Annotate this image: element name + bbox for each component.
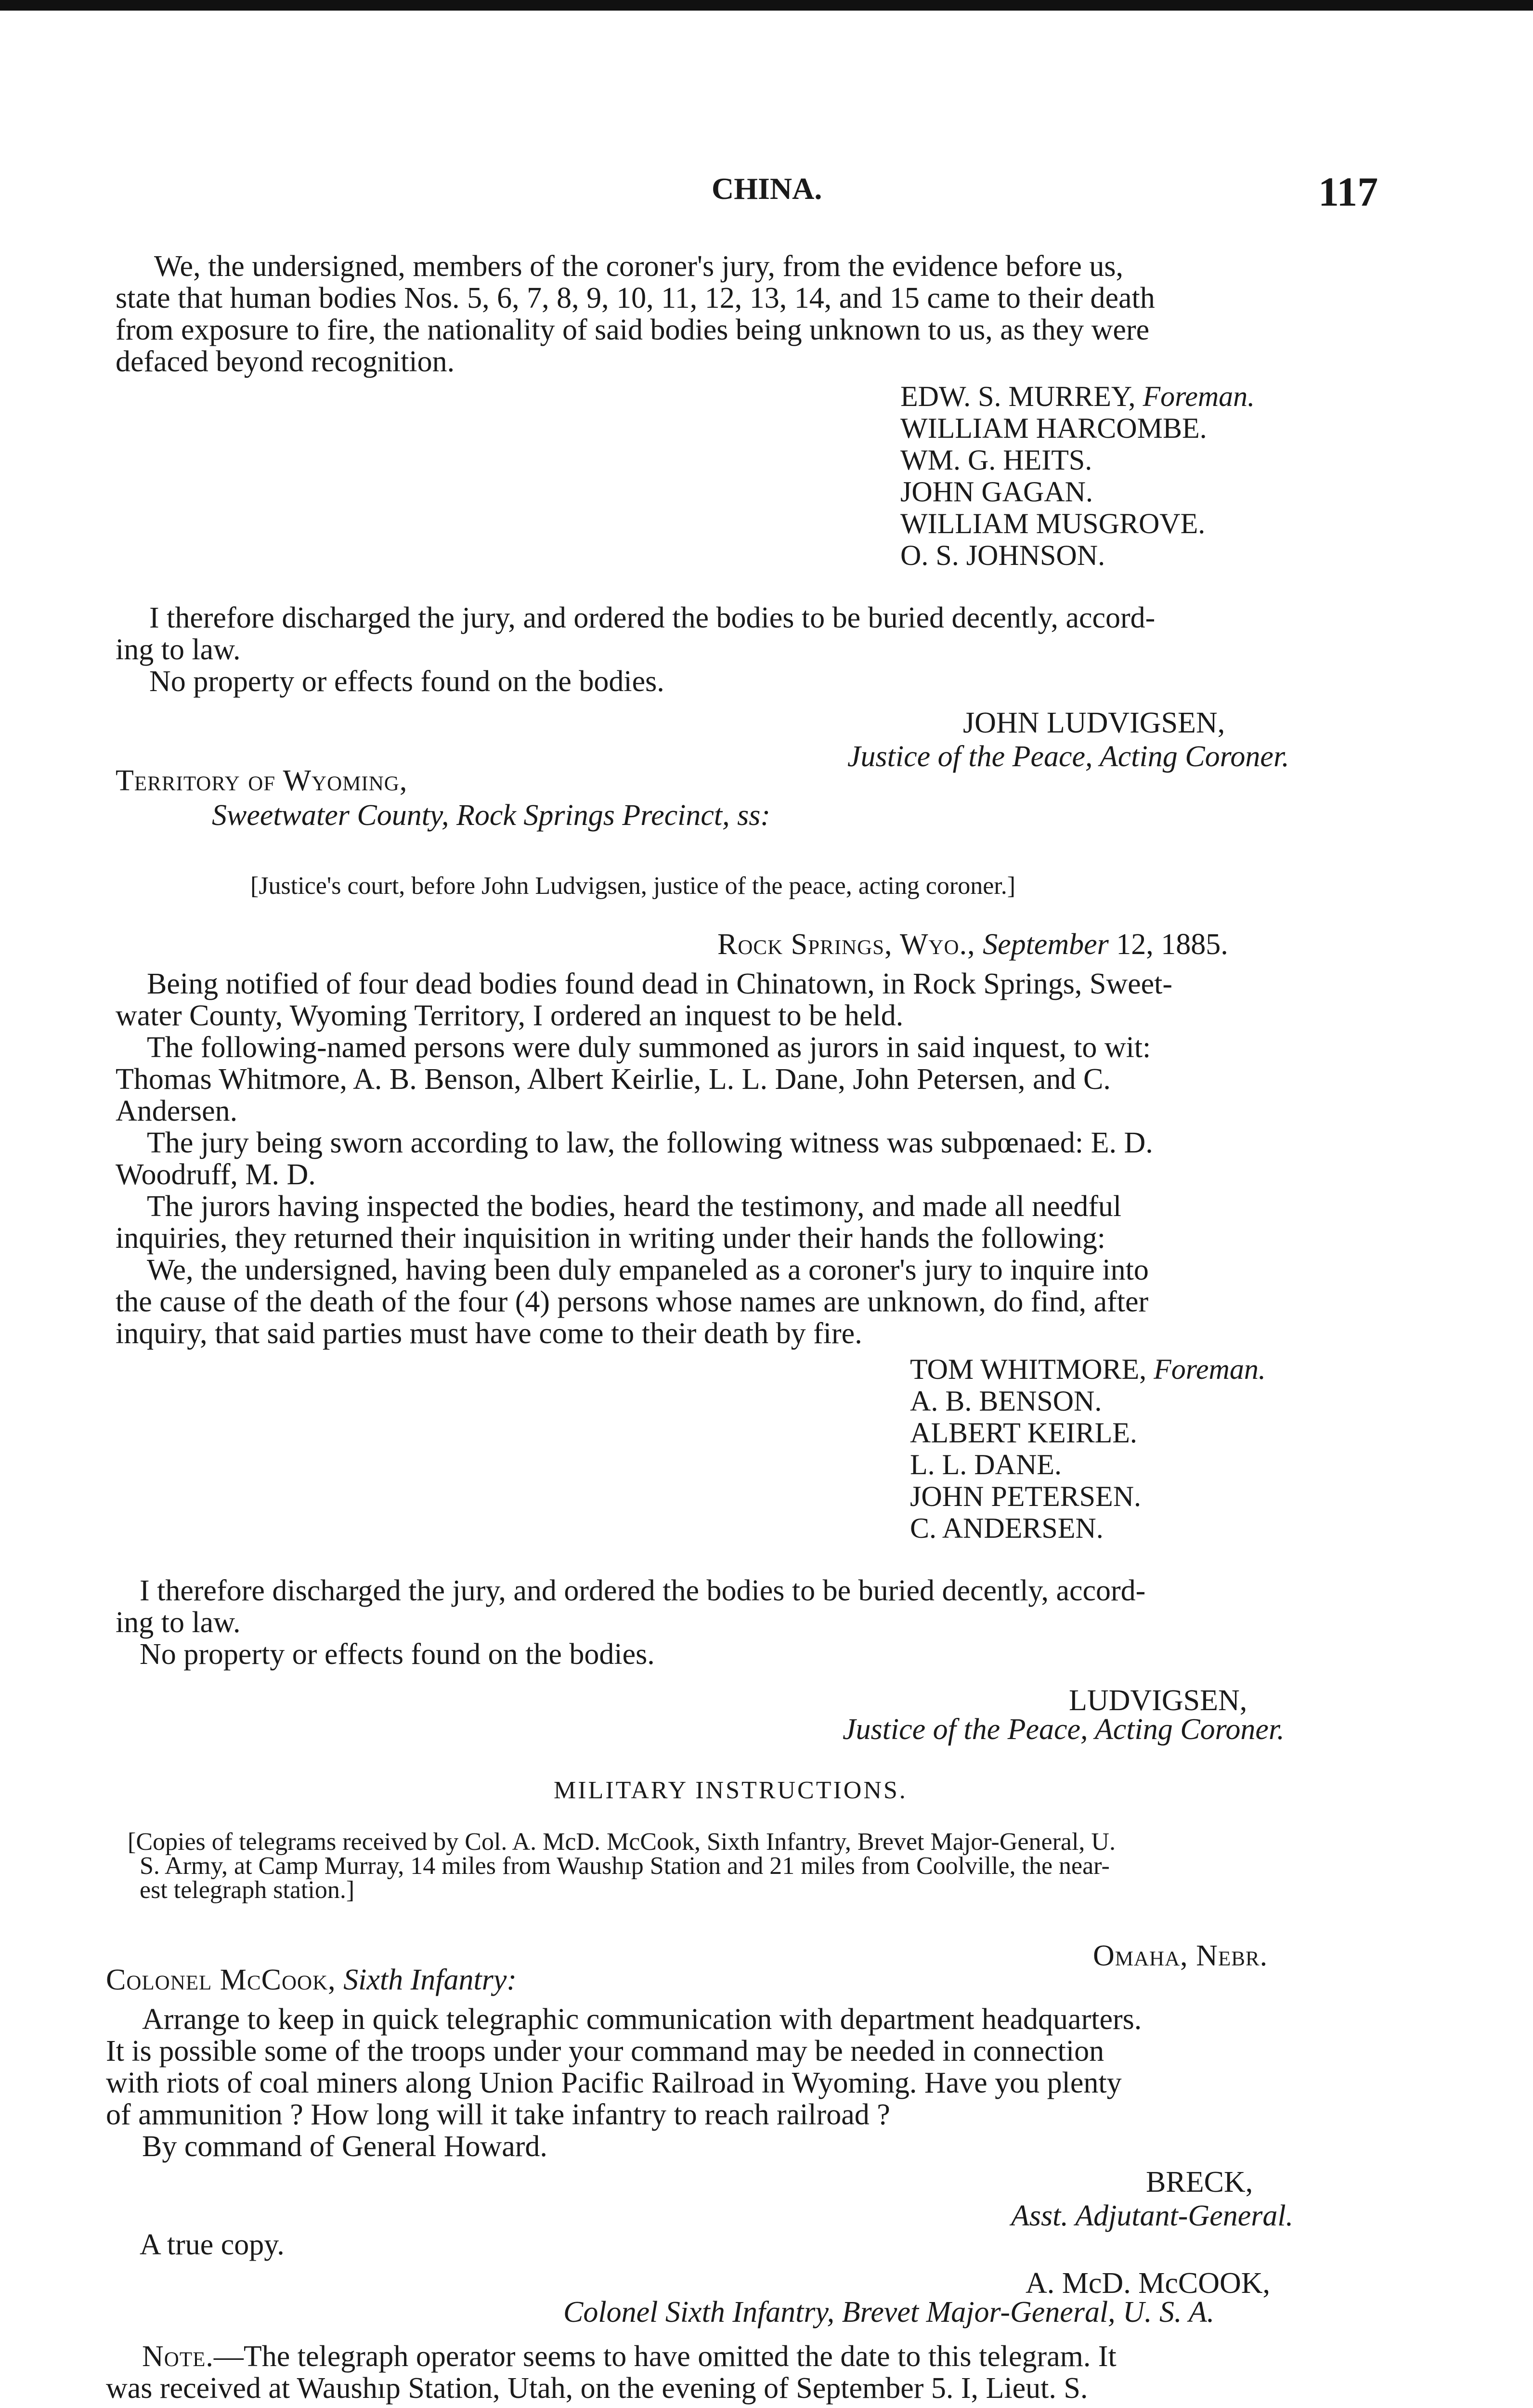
juror-entry: WILLIAM MUSGROVE. — [900, 508, 1206, 539]
text-line: The jurors having inspected the bodies, heard the testimony, and made all needful — [147, 1190, 1122, 1223]
text-line: defaced beyond recognition. — [116, 345, 455, 378]
venue-county: Sweetwater County, Rock Springs Precinct, — [212, 799, 730, 832]
signer-title: Justice of the Peace, Acting Coroner. — [843, 1713, 1285, 1746]
attest-name: A. McD. McCOOK, — [1026, 2267, 1271, 2300]
text-line: ing to law. — [116, 633, 241, 666]
telegram-signer-title: Asst. Adjutant-General. — [1011, 2199, 1294, 2232]
text-line: was received at Waushıp Station, Utah, on the evening of September 5. I, Lieut. S. — [106, 2372, 1088, 2405]
true-copy-label: A true copy. — [140, 2228, 285, 2261]
discharge-paragraph-1 — [116, 602, 1425, 697]
text-line: with riots of coal miners along Union Pacific Railroad in Wyoming. Have you plenty — [106, 2067, 1122, 2099]
juror-entry: O. S. JOHNSON. — [900, 539, 1105, 571]
text-line: The following-named persons were duly summoned as jurors in said inquest, to wit: — [147, 1031, 1151, 1064]
venue-ss: ss: — [737, 799, 771, 832]
page-number: 117 — [1318, 169, 1378, 215]
juror-entry: JOHN PETERSEN. — [910, 1480, 1142, 1512]
telegram-bracket-note — [116, 1830, 1425, 1902]
text-line: from exposure to fire, the nationality of said bodies being unknown to us, as they were — [116, 314, 1150, 346]
text-line: the cause of the death of the four (4) persons whose names are unknown, do find, after — [116, 1285, 1149, 1318]
court-note: [Justice's court, before John Ludvigsen, justice of the peace, acting coroner.] — [250, 872, 1016, 900]
juror-entry: A. B. BENSON. — [910, 1385, 1102, 1417]
text-line: inquiry, that said parties must have come to their death by fire. — [116, 1317, 862, 1350]
signer-name: LUDVIGSEN, — [1069, 1684, 1247, 1717]
text-line: Note.—The telegraph operator seems to have omitted the date to this telegram. It — [142, 2340, 1117, 2373]
juror-list-1 — [900, 380, 1255, 571]
text-line: Being notified of four dead bodies found dead in Chinatown, in Rock Springs, Sweet- — [147, 968, 1173, 1000]
juror-entry: TOM WHITMORE, Foreman. — [910, 1353, 1266, 1385]
juror-list-2 — [910, 1353, 1266, 1544]
text-line: The jury being sworn according to law, the following witness was subpœnaed: E. D. — [147, 1126, 1153, 1159]
juror-entry: EDW. S. MURREY, Foreman. — [900, 380, 1255, 412]
text-line: [Copies of telegrams received by Col. A. McD. McCook, Sixth Infantry, Brevet Major-General, U. — [128, 1828, 1116, 1856]
text-line: state that human bodies Nos. 5, 6, 7, 8, 9, 10, 11, 12, 13, 14, and 15 came to their death — [116, 282, 1155, 314]
discharge-paragraph-2 — [116, 1575, 1425, 1670]
telegram-origin: Omaha, Nebr. — [1093, 1939, 1268, 1972]
text-line: ing to law. — [116, 1606, 241, 1639]
telegram-body — [106, 2003, 1425, 2162]
addressee-name: Colonel McCook, — [106, 1963, 336, 1996]
telegram-signer: BRECK, — [1146, 2166, 1253, 2199]
addressee-unit: Sixth Infantry: — [343, 1963, 517, 1996]
juror-entry: ALBERT KEIRLE. — [910, 1417, 1137, 1449]
juror-entry: WM. G. HEITS. — [900, 444, 1092, 476]
text-line: Thomas Whitmore, A. B. Benson, Albert Keirlie, L. L. Dane, John Petersen, and C. — [116, 1063, 1111, 1096]
text-line: S. Army, at Camp Murray, 14 miles from Waushıp Station and 21 miles from Coolville, the near- — [140, 1852, 1110, 1880]
section-heading: MILITARY INSTRUCTIONS. — [554, 1777, 908, 1804]
venue-county-line — [212, 800, 770, 830]
venue-territory: Territory of Wyoming, — [116, 764, 408, 797]
text-line: Andersen. — [116, 1095, 238, 1127]
signer-title: Justice of the Peace, Acting Coroner. — [847, 740, 1289, 773]
page-top-edge — [0, 0, 1533, 11]
signer-name: JOHN LUDVIGSEN, — [963, 707, 1225, 739]
dateline-month: September — [983, 928, 1109, 961]
text-line: I therefore discharged the jury, and ordered the bodies to be buried decently, accord- — [149, 602, 1156, 634]
text-line: Woodruff, M. D. — [116, 1158, 316, 1191]
juror-entry: L. L. DANE. — [910, 1449, 1062, 1480]
attest-title: Colonel Sixth Infantry, Brevet Major-General, U. S. A. — [563, 2296, 1215, 2329]
text-line: I therefore discharged the jury, and ordered the bodies to be buried decently, accord- — [140, 1574, 1146, 1607]
inquest-paragraphs — [116, 968, 1425, 1349]
juror-entry: WILLIAM HARCOMBE. — [900, 412, 1207, 444]
note-paragraph — [106, 2341, 1425, 2404]
text-line: water County, Wyoming Territory, I ordered an inquest to be held. — [116, 999, 904, 1032]
verdict-paragraph-1 — [116, 250, 1425, 378]
dateline — [717, 929, 1228, 959]
text-line: of ammunition ? How long will it take infantry to reach railroad ? — [106, 2098, 890, 2131]
dateline-day-year: 12, 1885. — [1116, 928, 1228, 961]
text-line: It is possible some of the troops under your command may be needed in connection — [106, 2035, 1104, 2068]
text-line: Arrange to keep in quick telegraphic communication with department headquarters. — [142, 2003, 1142, 2036]
telegram-addressee — [106, 1965, 517, 1995]
text-line: est telegraph station.] — [140, 1876, 355, 1904]
dateline-place: Rock Springs, Wyo., — [717, 928, 975, 961]
juror-entry: C. ANDERSEN. — [910, 1512, 1104, 1544]
text-line: We, the undersigned, members of the coroner's jury, from the evidence before us, — [154, 250, 1124, 283]
running-head-title: CHINA. — [712, 171, 822, 206]
text-line: inquiries, they returned their inquisition in writing under their hands the following: — [116, 1222, 1105, 1255]
juror-entry: JOHN GAGAN. — [900, 476, 1093, 508]
text-line: We, the undersigned, having been duly empaneled as a coroner's jury to inquire into — [147, 1254, 1149, 1286]
text-line: By command of General Howard. — [142, 2130, 547, 2163]
note-label: Note. — [142, 2340, 214, 2373]
text-line: No property or effects found on the bodies. — [140, 1638, 655, 1671]
text-line: No property or effects found on the bodies. — [149, 665, 664, 698]
